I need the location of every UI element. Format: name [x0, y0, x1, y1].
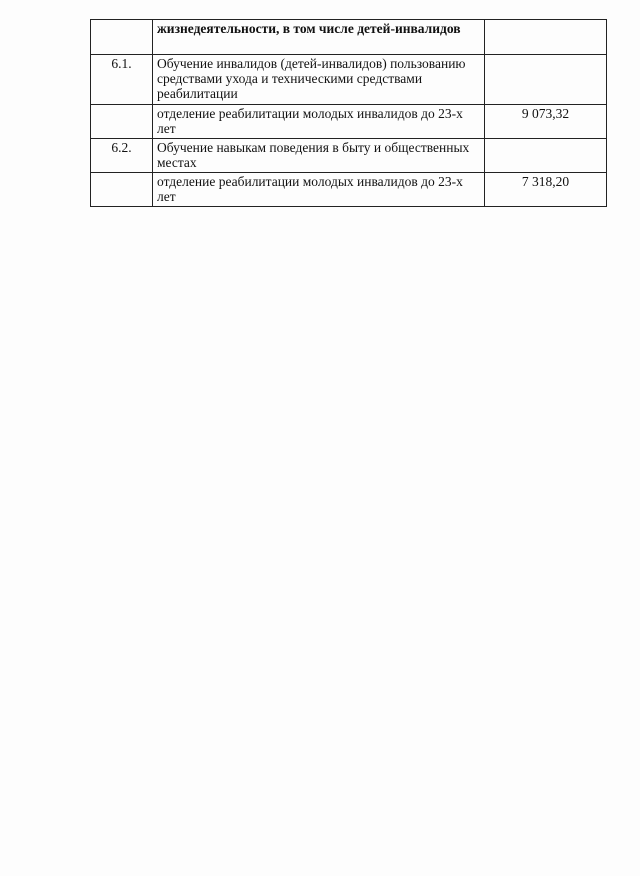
row-number-cell: 6.2.: [91, 139, 153, 173]
value-cell: [485, 55, 607, 105]
service-name-cell: Обучение навыкам поведения в быту и общественных местах: [153, 139, 485, 173]
department-name-cell: отделение реабилитации молодых инвалидов до 23-х лет: [153, 105, 485, 139]
table-row: [91, 105, 607, 139]
department-name-cell: отделение реабилитации молодых инвалидов до 23-х лет: [153, 173, 485, 207]
table-row: [91, 139, 607, 173]
row-number-cell: [91, 105, 153, 139]
tariff-table: [90, 19, 607, 207]
service-name-cell: Обучение инвалидов (детей-инвалидов) пользованию средствами ухода и техническими средствами реабилитации: [153, 55, 485, 105]
row-number-cell: 6.1.: [91, 55, 153, 105]
value-cell: [485, 139, 607, 173]
section-title-cell: жизнедеятельности, в том числе детей-инвалидов: [153, 20, 485, 55]
table-row: [91, 55, 607, 105]
value-cell: [485, 20, 607, 55]
price-value-cell: 7 318,20: [485, 173, 607, 207]
row-number-cell: [91, 20, 153, 55]
price-value-cell: 9 073,32: [485, 105, 607, 139]
table-row: [91, 20, 607, 55]
row-number-cell: [91, 173, 153, 207]
table-row: [91, 173, 607, 207]
